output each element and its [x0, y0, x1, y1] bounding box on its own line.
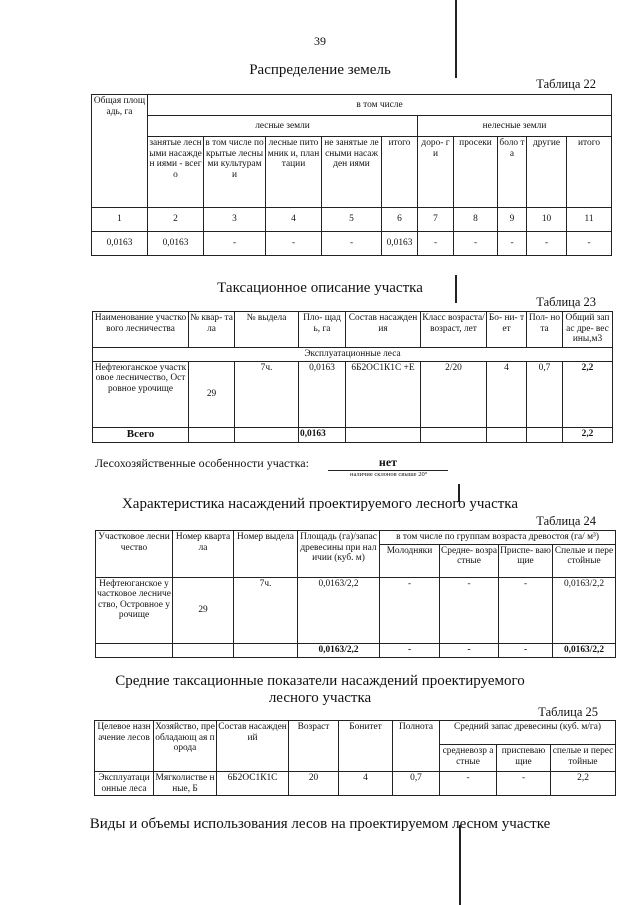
- total-row: [93, 427, 613, 442]
- header-plot: Номер выдела: [234, 531, 298, 578]
- col-number: 6: [382, 208, 418, 232]
- header-cell: боло та: [498, 137, 527, 208]
- total-row: [96, 643, 616, 657]
- cell: 2,2: [551, 772, 616, 796]
- cell: -: [499, 577, 553, 643]
- total-cell: 0,0163/2,2: [298, 643, 380, 657]
- cell: 0,0163: [148, 232, 204, 256]
- section-title-average-indicators: Средние таксационные показатели насаждений проектируемого: [115, 673, 525, 689]
- col-number: 3: [204, 208, 266, 232]
- table-row: [92, 232, 612, 256]
- header-cell: Пло- щадь, га: [299, 312, 346, 348]
- average-indicators-table: [94, 720, 616, 796]
- section-title-taxation-description: Таксационное описание участка: [217, 280, 423, 296]
- header-including: в том числе: [148, 95, 612, 116]
- header-total-area: Общая площадь, га: [92, 95, 148, 208]
- cell: 20: [289, 772, 339, 796]
- col-number: 8: [454, 208, 498, 232]
- cell: -: [567, 232, 612, 256]
- cell: 0,0163/2,2: [553, 577, 616, 643]
- cell: -: [266, 232, 322, 256]
- header-forest-lands: лесные земли: [148, 116, 418, 137]
- cell: Нефтеюганское участковое лесничество, Островное урочище: [96, 577, 173, 643]
- cell: -: [498, 232, 527, 256]
- cell: 29: [189, 361, 235, 427]
- features-value: нет: [328, 455, 448, 471]
- header-area: Площадь (га)/запас древесины при наличии (куб. м): [298, 531, 380, 578]
- header-cell: занятые лесными насажден иями - всего: [148, 137, 204, 208]
- total-cell: -: [499, 643, 553, 657]
- total-stock: 2,2: [563, 427, 613, 442]
- cell: -: [440, 577, 499, 643]
- section-title-average-indicators-line2: лесного участка: [268, 690, 372, 706]
- header-cell: итого: [382, 137, 418, 208]
- binding-mark: [459, 825, 461, 905]
- cell: [234, 643, 298, 657]
- table-caption: Таблица 25: [538, 705, 598, 719]
- stand-characteristics-table: [95, 530, 616, 658]
- table-row: [92, 208, 612, 232]
- header-district: Участковое лесничество: [96, 531, 173, 578]
- total-label: Всего: [93, 427, 189, 442]
- group-row: Эксплуатационные леса: [93, 348, 613, 362]
- col-number: 7: [418, 208, 454, 232]
- cell: [189, 427, 235, 442]
- header-cell: лесные питомник и, плантации: [266, 137, 322, 208]
- table-caption: Таблица 22: [536, 77, 596, 91]
- features-label: Лесохозяйственные особенности участка:: [95, 456, 309, 470]
- header-cell: Наименование участкового лесничества: [93, 312, 189, 348]
- total-cell: 0,0163/2,2: [553, 643, 616, 657]
- header-bonitet: Бонитет: [339, 721, 393, 772]
- header-quarter: Номер квартала: [173, 531, 234, 578]
- section-title-forest-use: Виды и объемы использования лесов на проектируемом лесном участке: [89, 816, 551, 832]
- col-number: 9: [498, 208, 527, 232]
- cell: [421, 427, 487, 442]
- cell: 0,0163: [382, 232, 418, 256]
- cell: [487, 427, 527, 442]
- header-cell: итого: [567, 137, 612, 208]
- header-cell: Состав насаждения: [346, 312, 421, 348]
- cell: -: [204, 232, 266, 256]
- cell: Нефтеюганское участковое лесничество, Островное урочище: [93, 361, 189, 427]
- cell: 29: [173, 577, 234, 643]
- cell: [346, 427, 421, 442]
- taxation-description-table: [92, 311, 613, 443]
- cell: 0,0163/2,2: [298, 577, 380, 643]
- cell: Эксплуатаци онные леса: [95, 772, 154, 796]
- header-nonforest-lands: нелесные земли: [418, 116, 612, 137]
- page-number: 39: [314, 34, 326, 48]
- header-density: Полнота: [393, 721, 440, 772]
- total-cell: -: [380, 643, 440, 657]
- cell: 0,0163: [92, 232, 148, 256]
- cell: -: [527, 232, 567, 256]
- header-mature: Спелые и перестойные: [553, 544, 616, 577]
- header-age: Возраст: [289, 721, 339, 772]
- total-area: 0,0163: [299, 427, 346, 442]
- cell: 0,7: [527, 361, 563, 427]
- col-number: 10: [527, 208, 567, 232]
- cell: 0,0163: [299, 361, 346, 427]
- col-number: 1: [92, 208, 148, 232]
- section-title-land-distribution: Распределение земель: [249, 62, 391, 78]
- cell: 0,7: [393, 772, 440, 796]
- cell: 6Б2ОС1К1С +Е: [346, 361, 421, 427]
- table-row: [96, 577, 616, 643]
- header-cell: другие: [527, 137, 567, 208]
- header-cell: просеки: [454, 137, 498, 208]
- cell: 6Б2ОС1К1С: [217, 772, 289, 796]
- header-age-groups: в том числе по группам возраста древостоя (га/ м³): [380, 531, 616, 545]
- header-ripening: приспеваю щие: [497, 745, 551, 772]
- cell: [96, 643, 173, 657]
- header-cell: доро- ги: [418, 137, 454, 208]
- cell: -: [418, 232, 454, 256]
- col-number: 4: [266, 208, 322, 232]
- features-note: наличие склонов свыше 20°: [350, 471, 428, 478]
- header-cell: № квар- тала: [189, 312, 235, 348]
- land-distribution-table: [91, 94, 612, 256]
- cell: 2,2: [563, 361, 613, 427]
- cell: -: [322, 232, 382, 256]
- cell: [527, 427, 563, 442]
- cell: 7ч.: [234, 577, 298, 643]
- header-cell: Пол- нота: [527, 312, 563, 348]
- header-cell: Бо- ни- тет: [487, 312, 527, 348]
- header-composition: Состав насаждений: [217, 721, 289, 772]
- header-cell: Класс возраста/ возраст, лет: [421, 312, 487, 348]
- header-cell: Общий запас дре- весины,м3: [563, 312, 613, 348]
- cell: [173, 643, 234, 657]
- cell: 4: [339, 772, 393, 796]
- header-species: Хозяйство, преобладающ ая порода: [154, 721, 217, 772]
- total-cell: -: [440, 643, 499, 657]
- header-middle: Средне- возрастные: [440, 544, 499, 577]
- header-middle: средневозр астные: [440, 745, 497, 772]
- table-row: [93, 361, 613, 427]
- cell: 2/20: [421, 361, 487, 427]
- table-caption: Таблица 24: [536, 514, 596, 528]
- col-number: 11: [567, 208, 612, 232]
- cell: -: [440, 772, 497, 796]
- cell: 4: [487, 361, 527, 427]
- cell: -: [497, 772, 551, 796]
- header-stock: Средний запас древесины (куб. м/га): [440, 721, 616, 745]
- header-young: Молодняки: [380, 544, 440, 577]
- header-cell: в том числе покрытые лесными культурами: [204, 137, 266, 208]
- cell: -: [454, 232, 498, 256]
- section-title-stand-characteristics: Характеристика насаждений проектируемого лесного участка: [121, 496, 519, 512]
- table-caption: Таблица 23: [536, 295, 596, 309]
- header-mature: спелые и перестойные: [551, 745, 616, 772]
- col-number: 5: [322, 208, 382, 232]
- header-cell: № выдела: [235, 312, 299, 348]
- table-row: [95, 772, 616, 796]
- cell: 7ч.: [235, 361, 299, 427]
- cell: [235, 427, 299, 442]
- cell: -: [380, 577, 440, 643]
- col-number: 2: [148, 208, 204, 232]
- header-cell: не занятые лесными насажден иями: [322, 137, 382, 208]
- header-purpose: Целевое назначение лесов: [95, 721, 154, 772]
- cell: Мягколистве нные, Б: [154, 772, 217, 796]
- header-ripening: Приспе- вающие: [499, 544, 553, 577]
